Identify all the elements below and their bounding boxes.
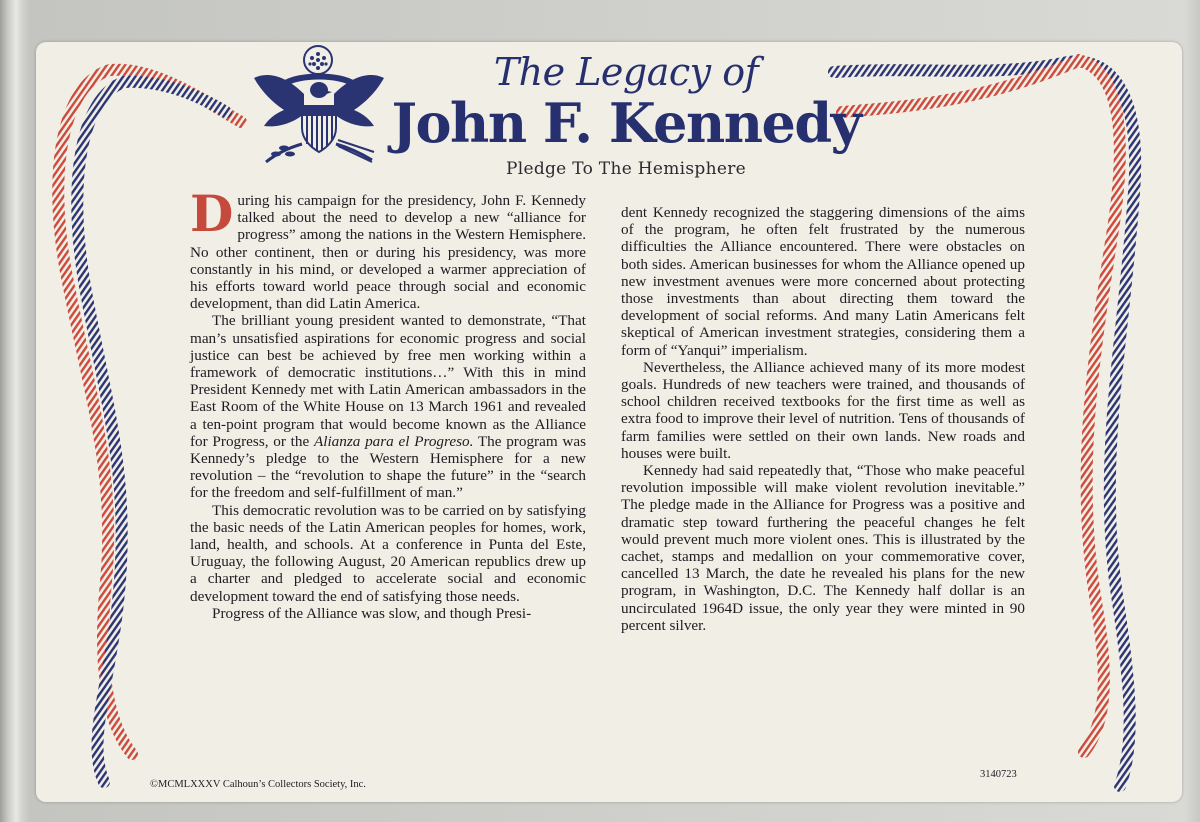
title-line-1: The Legacy of xyxy=(493,50,759,94)
paragraph: Progress of the Alliance was slow, and though Presi- xyxy=(212,604,532,622)
drop-cap: D xyxy=(190,184,234,243)
copyright-notice: ©MCMLXXXV Calhoun’s Collectors Society, Inc. xyxy=(150,779,366,790)
article-column-left xyxy=(190,184,587,622)
subtitle: Pledge To The Hemisphere xyxy=(505,159,747,179)
italic-phrase: Alianza para el Progreso. xyxy=(313,432,474,450)
title-name: John F. Kennedy xyxy=(391,91,861,155)
paragraph: dent Kennedy recognized the staggering dimensions of the aims of the program, he often felt frustrated by the numerous difficulties the Alliance encountered. There were obstacles on both sides. American businesses for whom the Alliance opened up new investment avenues were more concerned about protecting those investments than about directing them toward the development of social reforms. And many Latin Americans felt skeptical of American investment strategies, considering them a form of “Yanqui” imperialism. xyxy=(621,204,1025,359)
heading-block xyxy=(386,50,866,180)
paragraph: The brilliant young president wanted to demonstrate, “That man’s unsatisfied aspirations for economic progress and social justice can best be achieved by free men working within a framework of democratic institutions…” With this in mind President Kennedy met with Latin American ambassadors in the East Room of the White House on 13 March 1961 and revealed a ten-point program that would become known as the Alliance for Progress, or the Alianza para el Progreso. The program was Kennedy’s pledge to the Western Hemisphere for a new revolution – the “revolution to shape the future” in the “search for the freedom and self-fulfillment of man.” xyxy=(190,312,587,502)
document-card xyxy=(36,42,1182,802)
paragraph: During his campaign for the presidency, John F. Kennedy talked about the need to develop a new “alliance for progress” among the nations in the Western Hemisphere. No other continent, then or during his presidency, was more constantly in his mind, or developed a warmer appreciation of his efforts toward world peace through social and economic development, than did Latin America. xyxy=(190,184,586,313)
item-code: 3140723 xyxy=(980,769,1017,780)
article-column-right xyxy=(621,204,1025,634)
paragraph: This democratic revolution was to be carried on by satisfying the basic needs of the Latin American peoples for homes, work, land, health, and schools. At a conference in Punta del Este, Uruguay, the following August, 20 American republics drew up a charter and pledged to accelerate social and economic development toward the end of satisfying those needs. xyxy=(190,501,586,605)
paragraph: Kennedy had said repeatedly that, “Those who make peaceful revolution impossible will make violent revolution inevitable.” The pledge made in the Alliance for Progress was a positive and dramatic step toward furthering the peaceful changes he felt would prevent much more violent ones. This is illustrated by the cachet, stamps and medallion on your commemorative cover, cancelled 13 March, the date he revealed his plans for the new program, in Washington, D.C. The Kennedy half dollar is an uncirculated 1964D issue, the only year they were minted in 90 percent silver. xyxy=(621,462,1025,634)
paragraph: Nevertheless, the Alliance achieved many of its more modest goals. Hundreds of new teachers were trained, and thousands of school children received textbooks for the first time as well as extra food to improve their level of nutrition. Tens of thousands of farm families were settled on their own lands. New roads and houses were built. xyxy=(621,358,1025,462)
great-seal-eagle-icon xyxy=(244,44,394,166)
